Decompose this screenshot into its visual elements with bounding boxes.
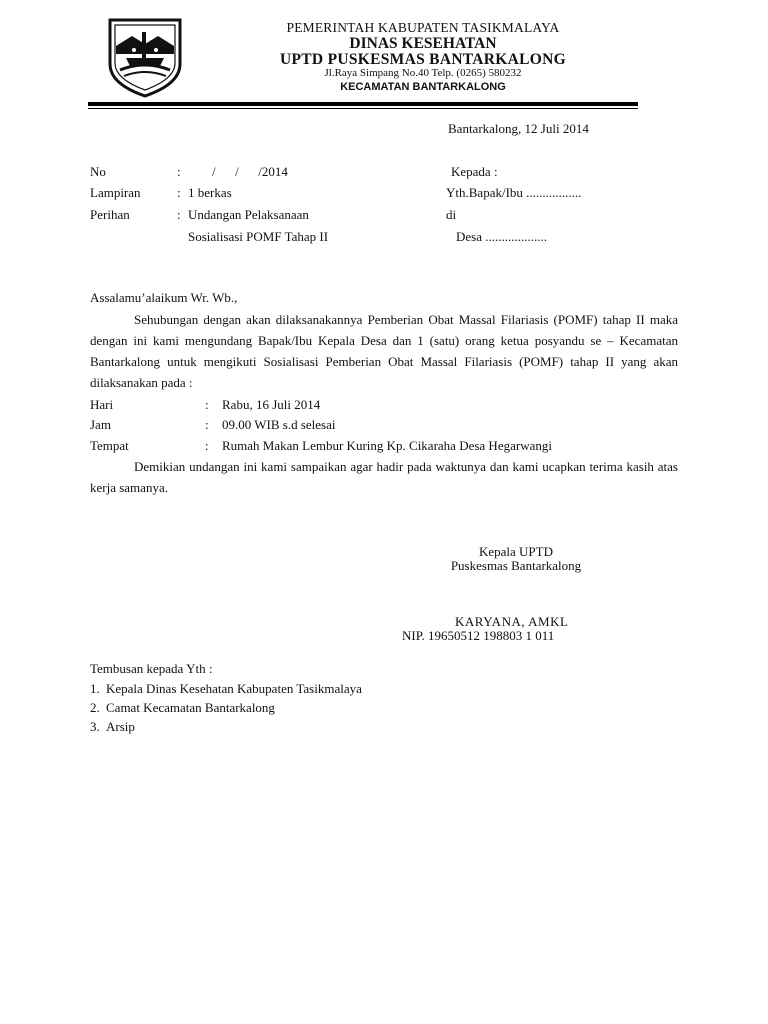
letterhead-government: PEMERINTAH KABUPATEN TASIKMALAYA [286, 20, 560, 35]
perihan-value-line2: Sosialisasi POMF Tahap II [188, 229, 329, 244]
lampiran-separator: : [177, 185, 181, 200]
no-value: / / /2014 [212, 164, 288, 179]
signature-nip: NIP. 19650512 198803 1 011 [402, 628, 555, 643]
signature-title-2: Puskesmas Bantarkalong [450, 558, 582, 573]
detail-hari-separator: : [205, 397, 209, 412]
letterhead-rule-thick [88, 102, 638, 106]
detail-jam-label: Jam [90, 417, 111, 432]
detail-hari-label: Hari [90, 397, 114, 412]
detail-jam-separator: : [205, 417, 209, 432]
recipient-di: di [446, 207, 457, 222]
letterhead-address: Jl.Raya Simpang No.40 Telp. (0265) 580232 [324, 67, 522, 79]
letterhead-rule-thin [88, 108, 638, 109]
perihan-separator: : [177, 207, 181, 222]
recipient-desa: Desa ................... [456, 229, 547, 244]
detail-tempat-value: Rumah Makan Lembur Kuring Kp. Cikaraha Desa Hegarwangi [222, 438, 552, 453]
cc-item-1-text: Kepala Dinas Kesehatan Kabupaten Tasikmalaya [106, 681, 362, 696]
lampiran-label: Lampiran [90, 185, 141, 200]
cc-item-2-number: 2. [90, 700, 100, 715]
letterhead-district: KECAMATAN BANTARKALONG [340, 81, 506, 93]
no-label: No [90, 164, 106, 179]
cc-item-3-number: 3. [90, 719, 100, 734]
letterhead-unit: UPTD PUSKESMAS BANTARKALONG [280, 51, 566, 68]
detail-tempat-separator: : [205, 438, 209, 453]
cc-item-2-text: Camat Kecamatan Bantarkalong [106, 700, 275, 715]
cc-item-3-text: Arsip [106, 719, 135, 734]
cc-heading: Tembusan kepada Yth : [90, 661, 213, 676]
recipient-yth: Yth.Bapak/Ibu ................. [446, 185, 582, 200]
perihan-label: Perihan [90, 207, 130, 222]
signature-title-1: Kepala UPTD [478, 544, 553, 559]
greeting: Assalamu’alaikum Wr. Wb., [90, 290, 238, 305]
lampiran-value: 1 berkas [188, 185, 232, 200]
letter-date: Bantarkalong, 12 Juli 2014 [448, 121, 589, 136]
detail-tempat-label: Tempat [90, 438, 129, 453]
body-paragraph-1: Sehubungan dengan akan dilaksanakannya Pemberian Obat Massal Filariasis (POMF) tahap II maka dengan ini kami mengundang Bapak/Ibu Kepala Desa dan 1 (satu) orang ketua posyandu se – Kecamatan Bantarkalong untuk mengikuti Sosialisasi Pemberian Obat Massal Filariasis (POMF) tahap II yang akan dilaksanakan pada : [90, 312, 678, 390]
regency-emblem-logo [106, 14, 184, 98]
no-separator: : [177, 164, 181, 179]
cc-item-1-number: 1. [90, 681, 100, 696]
perihan-value-line1: Undangan Pelaksanaan [188, 207, 309, 222]
detail-jam-value: 09.00 WIB s.d selesai [222, 417, 336, 432]
detail-hari-value: Rabu, 16 Juli 2014 [222, 397, 321, 412]
signature-name: KARYANA, AMKL [455, 614, 569, 629]
letterhead-agency: DINAS KESEHATAN [349, 35, 497, 52]
recipient-kepada: Kepada : [451, 164, 498, 179]
body-closing: Demikian undangan ini kami sampaikan agar hadir pada waktunya dan kami ucapkan terima kasih atas kerja samanya. [90, 459, 678, 495]
